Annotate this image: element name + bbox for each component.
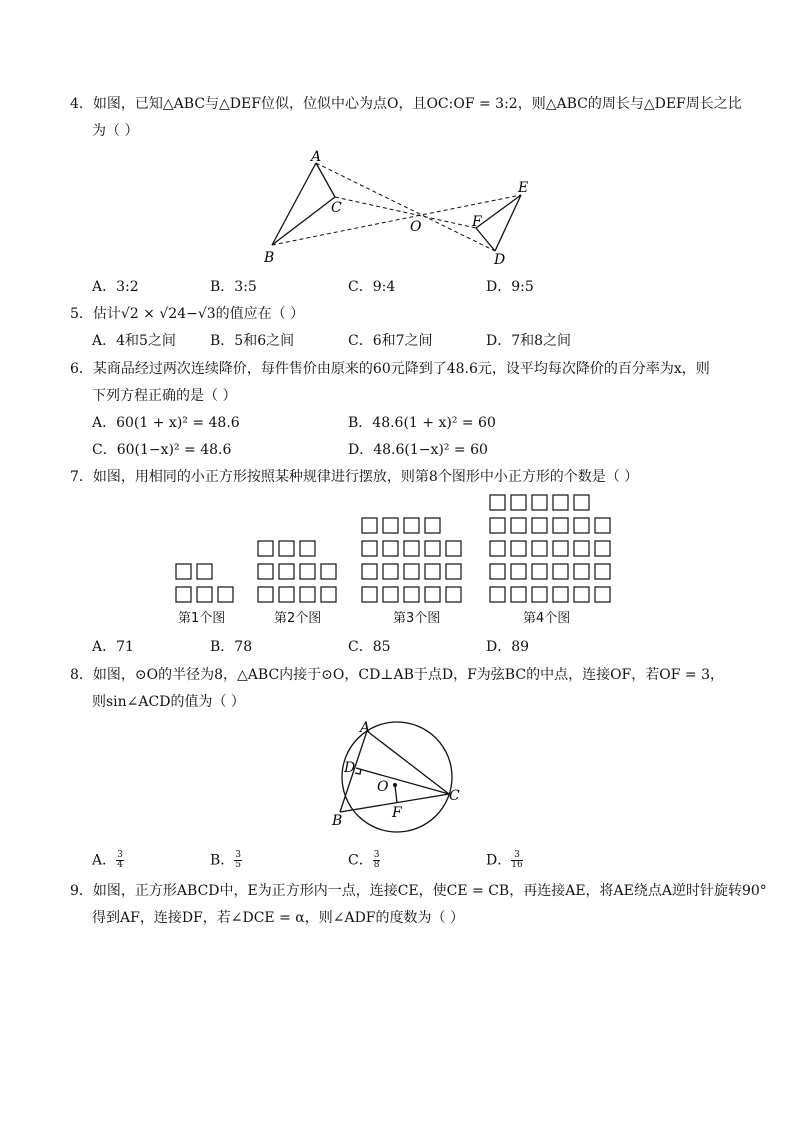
q8-seg-DC [356, 768, 449, 794]
q8-option-a-fraction: $\frac{3}{4}$ [117, 850, 123, 870]
q8-option-b[interactable] [210, 851, 242, 870]
q7-fig4-square [553, 495, 568, 510]
q7-fig4-square [490, 587, 505, 602]
q6-stem-line2: 下列方程正确的是（ ） [92, 388, 237, 404]
q7-fig4-square [511, 495, 526, 510]
q5-stem: 5．估计√2 × √24−√3的值应在（ ） [70, 306, 305, 322]
q4-dash-AD [316, 163, 495, 251]
q7-fig2-square [321, 564, 336, 579]
q7-fig4-square [574, 495, 589, 510]
q8-label-A: A [360, 720, 371, 736]
q8-option-a-prefix: A． [92, 852, 117, 869]
q7-fig4-square [595, 518, 610, 533]
q7-fig4-square [574, 587, 589, 602]
q5-option-d[interactable]: D．7和8之间 [486, 333, 572, 349]
q8-stem-line1: 8．如图，⊙O的半径为8，△ABC内接于⊙O，CD⊥AB于点D，F为弦BC的中点，连接OF，若OF = 3， [70, 667, 724, 683]
q7-fig3-square [383, 541, 398, 556]
q7-fig2-square [321, 587, 336, 602]
q7-fig3-square [425, 518, 440, 533]
q7-fig2-square [300, 587, 315, 602]
q7-fig1-square [218, 587, 233, 602]
q7-fig3-square [362, 564, 377, 579]
q7-fig4-square [532, 495, 547, 510]
q7-fig4-square [553, 564, 568, 579]
q6-stem-line1: 6．某商品经过两次连续降价，每件售价由原来的60元降到了48.6元，设平均每次降价的百分率为x，则 [70, 361, 710, 377]
q7-fig4-square [511, 518, 526, 533]
q4-seg-EF [476, 195, 521, 228]
q4-stem-line2: 为（ ） [92, 123, 139, 139]
q7-fig4-square [574, 564, 589, 579]
q4-label-B: B [264, 250, 275, 266]
q7-fig4-square [511, 564, 526, 579]
q7-fig2-square [279, 541, 294, 556]
q8-option-d-prefix: D． [486, 852, 512, 869]
q4-option-d[interactable]: D．9:5 [486, 279, 534, 295]
q8-option-b-fraction: $\frac{3}{5}$ [235, 850, 242, 870]
q4-seg-CB [272, 197, 335, 245]
q6-option-b[interactable]: B．48.6(1 + x)² = 60 [348, 415, 496, 431]
q7-fig3-square [383, 587, 398, 602]
q8-circle [342, 722, 452, 832]
q4-option-a[interactable]: A．3:2 [92, 279, 139, 295]
q8-option-d[interactable] [486, 851, 523, 870]
q8-option-d-fraction: $\frac{3}{16}$ [511, 850, 523, 870]
q7-option-c[interactable]: C．85 [348, 639, 391, 655]
q9-stem-line1: 9．如图，正方形ABCD中，E为正方形内一点，连接CE，使CE = CB，再连接AE，将AE绕点A逆时针旋转90° [70, 883, 767, 899]
q7-fig4-square [532, 564, 547, 579]
q7-fig3-square [404, 564, 419, 579]
q8-option-c[interactable] [348, 851, 380, 870]
q7-fig3-square [425, 541, 440, 556]
q5-option-a[interactable]: A．4和5之间 [92, 333, 176, 349]
q4-seg-AB [272, 163, 316, 245]
q4-stem-line1: 4．如图，已知△ABC与△DEF位似，位似中心为点O，且OC:OF = 3:2，则△ABC的周长与△DEF周长之比 [70, 96, 742, 112]
q7-option-d[interactable]: D．89 [486, 639, 530, 655]
q9-stem-line2: 得到AF，连接DF，若∠DCE = α，则∠ADF的度数为（ ） [92, 910, 464, 926]
q4-label-A: A [311, 149, 322, 165]
q7-fig4-square [595, 587, 610, 602]
q7-fig4-square [574, 541, 589, 556]
q7-fig3-square [362, 587, 377, 602]
q7-fig3-square [446, 587, 461, 602]
q7-fig4-square [553, 518, 568, 533]
q7-fig4-square [490, 541, 505, 556]
q7-fig3-square [362, 518, 377, 533]
q7-fig2-square [279, 564, 294, 579]
q4-dash-CF [335, 197, 476, 228]
q7-caption-4: 第4个图 [523, 611, 571, 626]
q6-option-d[interactable]: D．48.6(1−x)² = 60 [348, 442, 488, 458]
q8-right-angle-mark [355, 769, 361, 774]
q7-fig4-square [553, 541, 568, 556]
q7-fig4-square [553, 587, 568, 602]
q7-fig4-square [532, 541, 547, 556]
q4-label-O: O [410, 219, 422, 235]
q7-fig1-square [197, 587, 212, 602]
q7-fig4-square [595, 541, 610, 556]
q5-option-b[interactable]: B．5和6之间 [210, 333, 295, 349]
q7-fig2-square [258, 564, 273, 579]
q4-dash-BE [272, 195, 521, 245]
q4-label-F: F [472, 214, 482, 230]
q7-fig3-square [404, 518, 419, 533]
q7-fig4-square [532, 587, 547, 602]
q7-caption-2: 第2个图 [274, 611, 322, 626]
q8-option-c-fraction: $\frac{3}{8}$ [373, 850, 380, 870]
q7-fig3-square [383, 518, 398, 533]
q8-label-B: B [332, 813, 343, 829]
q7-fig3-square [446, 564, 461, 579]
q7-fig3-square [362, 541, 377, 556]
q7-fig2-square [258, 587, 273, 602]
q7-option-a[interactable]: A．71 [92, 639, 134, 655]
q7-fig1-square [176, 564, 191, 579]
q7-fig3-square [404, 587, 419, 602]
q7-caption-3: 第3个图 [393, 611, 441, 626]
q7-fig4-square [490, 495, 505, 510]
q7-fig4-square [490, 518, 505, 533]
q7-fig4-square [532, 518, 547, 533]
q8-stem-line2: 则sin∠ACD的值为（ ） [92, 694, 245, 710]
q8-seg-AC [367, 731, 449, 794]
q7-fig1-square [176, 587, 191, 602]
q7-fig3-square [383, 564, 398, 579]
q6-option-c[interactable]: C．60(1−x)² = 48.6 [92, 442, 232, 458]
q6-option-a[interactable]: A．60(1 + x)² = 48.6 [92, 415, 240, 431]
q4-seg-FD [476, 228, 495, 251]
q8-label-D: D [344, 760, 356, 776]
q7-fig4-square [511, 587, 526, 602]
q7-caption-1: 第1个图 [178, 611, 226, 626]
q7-fig2-square [279, 587, 294, 602]
q4-seg-AC [316, 163, 335, 197]
q7-fig4-square [574, 518, 589, 533]
q8-option-b-prefix: B． [210, 852, 235, 869]
q8-label-O: O [377, 779, 389, 795]
q7-option-b[interactable]: B．78 [210, 639, 253, 655]
q7-fig1-square [197, 564, 212, 579]
q4-label-E: E [518, 180, 529, 196]
q7-fig3-square [425, 587, 440, 602]
q7-fig4-square [490, 564, 505, 579]
q5-option-c[interactable]: C．6和7之间 [348, 333, 433, 349]
q7-fig4-square [595, 564, 610, 579]
q8-seg-BC [340, 794, 449, 812]
q4-label-D: D [494, 252, 506, 268]
q8-seg-AB [340, 731, 367, 812]
q8-label-F: F [392, 805, 402, 821]
q8-seg-OF [395, 785, 397, 803]
q7-fig3-square [404, 541, 419, 556]
q7-fig4-square [511, 541, 526, 556]
q8-option-a[interactable] [92, 851, 124, 870]
q7-fig2-square [300, 564, 315, 579]
q4-option-c[interactable]: C．9:4 [348, 279, 396, 295]
q8-label-C: C [449, 788, 460, 804]
q7-fig2-square [258, 541, 273, 556]
q7-fig3-square [425, 564, 440, 579]
q7-fig2-square [300, 541, 315, 556]
q4-label-C: C [331, 200, 342, 216]
q4-option-b[interactable]: B．3:5 [210, 279, 257, 295]
q7-fig3-square [446, 541, 461, 556]
q4-seg-ED [495, 195, 521, 251]
q8-center-dot [393, 783, 397, 787]
q8-option-c-prefix: C． [348, 852, 373, 869]
q7-stem: 7．如图，用相同的小正方形按照某种规律进行摆放，则第8个图形中小正方形的个数是（ ） [70, 469, 639, 485]
